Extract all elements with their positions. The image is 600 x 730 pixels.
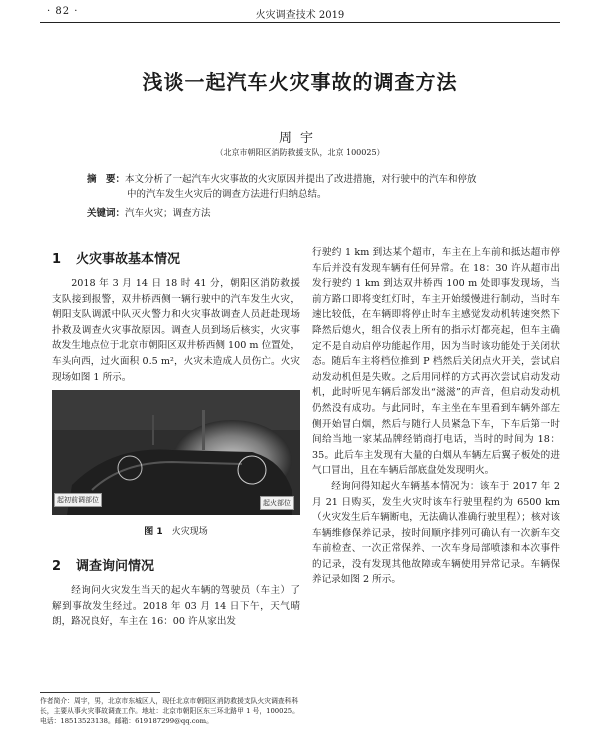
fire-scene-photo	[52, 390, 300, 515]
right-paragraph-2: 经询问得知起火车辆基本情况为：该车于 2017 年 2 月 21 日购买，发生火灾时该车行驶里程约为 6500 km（火灾发生后车辆断电，无法确认准确行驶里程）；核对该车辆维修保养记录，按时间顺序排列可确认有一次新车交车前检查、一次正常保养、一次车身局部喷漆和本次事件的记录，没有发现其他故障或车辆使用异常记录。车辆保养记录如图 2 所示。	[312, 480, 560, 586]
section-2-number: 2	[52, 559, 62, 574]
author-name: 周宇	[278, 131, 321, 146]
abstract-line-2: 中的汽车发生火灾后的调查方法进行归纳总结。	[127, 189, 327, 200]
section-1-title: 火灾事故基本情况	[76, 252, 181, 267]
keywords	[87, 205, 211, 219]
keywords-text: 汽车火灾；调查方法	[125, 208, 211, 219]
section-2-body	[52, 583, 300, 630]
section-2-title: 调查询问情况	[76, 559, 155, 574]
figure-caption-text: 火灾现场	[171, 527, 208, 537]
section-2-heading	[52, 555, 154, 574]
article-title: 浅谈一起汽车火灾事故的调查方法	[142, 70, 458, 94]
abstract-label: 摘 要：	[87, 174, 126, 185]
figure-caption	[52, 524, 300, 537]
keywords-label: 关键词：	[87, 208, 126, 219]
figure-label-fire-origin: 起火部位	[260, 496, 294, 510]
author-affiliation: （北京市朝阳区消防救援支队，北京 100025）	[215, 148, 385, 157]
right-paragraph-1: 行驶约 1 km 到达某个超市，车主在上车前和抵达超市停车后并没有发现车辆有任何异常。在 18：30 许从超市出发行驶约 1 km 到达双井桥西 100 m 处即事发现场，当前方路口即将变红灯时，车主开始缓慢进行制动，当时车速比较低，在车辆即将停止时车主感觉发动机转速突然下降然后熄火，组合仪表上所有的指示灯都亮起，但车主确定不是自动启停功能起作用，因为当时该功能处于关闭状态。随后车主将档位推到 P 档然后关闭点火开关，尝试启动发动机但是失败。之后用同样的方式再次尝试启动发动机，此时听见车辆后部发出“滋滋”的声音，但启动发动机仍然没有成功。与此同时，车主坐在车里看到车辆外部左侧开始冒白烟，然后与随行人员紧急下车，下车后第一时间给当地一家某品牌经销商打电话，当时的时间为 18：35。此后车主发现有大量的白烟从车辆左后翼子板处的进气口冒出，且在车辆后部底盘处发现明火。	[312, 247, 560, 477]
section-1-paragraph: 2018 年 3 月 14 日 18 时 41 分，朝阳区消防救援支队接到报警，双井桥西侧一辆行驶中的汽车发生火灾，朝阳支队调派中队灭火警力和火灾事故调查人员赶赴现场扑救及调查火灾事故原因。调查人员到场后核实，火灾事故发生地点位于北京市朝阳区双井桥西侧 100 m 位置处，车头向西，过火面积 0.5 m²，火灾未造成人员伤亡。火灾现场如图 1 所示。	[52, 278, 300, 383]
page-number: · 82 ·	[47, 6, 79, 17]
footnote-rule	[40, 692, 160, 693]
section-1-heading	[52, 248, 180, 267]
header-rule	[40, 22, 560, 23]
abstract	[87, 172, 527, 202]
figure-label-initial: 起初前调部位	[54, 493, 102, 507]
section-1-number: 1	[52, 252, 62, 267]
author-footnote: 作者简介：周宇，男，北京市东城区人，现任北京市朝阳区消防救援支队火灾调查科科长，主要从事火灾事故调查工作。地址：北京市朝阳区东三环北路甲 1 号，100025。电话：18513523138。邮箱：619187299@qq.com。	[40, 697, 299, 725]
journal-name: 火灾调查技术 2019	[255, 10, 345, 21]
right-column-body	[312, 245, 560, 588]
section-1-body	[52, 276, 300, 385]
section-2-paragraph: 经询问火灾发生当天的起火车辆的驾驶员（车主）了解到事故发生经过。2018 年 03 月 14 日下午，天气晴朗，路况良好，车主在 16：00 许从家出发	[52, 585, 300, 628]
figure-caption-number: 图 1	[144, 527, 163, 537]
abstract-line-1: 本文分析了一起汽车火灾事故的火灾原因并提出了改进措施，对行驶中的汽车和停放	[125, 174, 477, 185]
